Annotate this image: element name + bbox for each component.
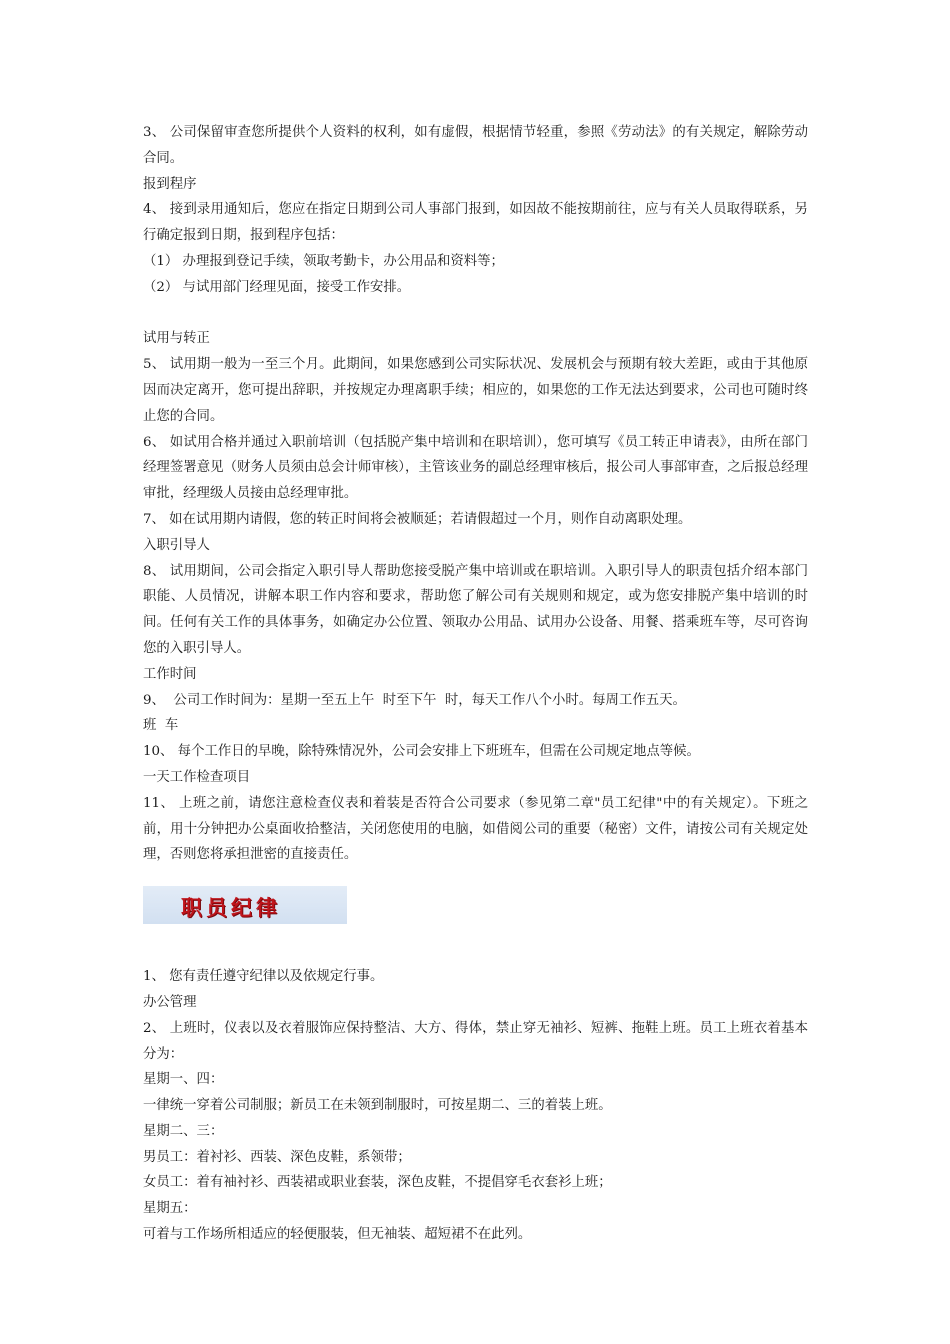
heading-working-hours: 工作时间 <box>143 666 197 682</box>
discipline-clause-2: 2、 上班时，仪表以及衣着服饰应保持整洁、大方、得体，禁止穿无袖衫、短裤、拖鞋上班。员工上班衣着基本分为： <box>143 1020 808 1062</box>
banner-graphic <box>143 886 347 924</box>
discipline-clause-1: 1、 您有责任遵守纪律以及依规定行事。 <box>143 969 384 985</box>
section-banner <box>143 886 808 924</box>
dress-tuesday-wednesday-label: 星期二、三： <box>143 1123 224 1139</box>
clause-4-step-1: （1） 办理报到登记手续，领取考勤卡，办公用品和资料等； <box>143 253 504 269</box>
dress-female-staff: 女员工：着有袖衬衫、西装裙或职业套装，深色皮鞋，不提倡穿毛衣套衫上班； <box>143 1175 612 1191</box>
clause-8: 8、 试用期间，公司会指定入职引导人帮助您接受脱产集中培训或在职培训。入职引导人的职责包括介绍本部门职能、人员情况，讲解本职工作内容和要求，帮助您了解公司有关规则和规定，或为您安排脱产集中培训的时间。任何有关工作的具体事务，如确定办公位置、领取办公用品、试用办公设备、用餐、搭乘班车等，尽可咨询您的入职引导人。 <box>143 563 808 656</box>
dress-monday-thursday-text: 一律统一穿着公司制服；新员工在未领到制服时，可按星期二、三的着装上班。 <box>143 1098 612 1114</box>
clause-4: 4、 接到录用通知后，您应在指定日期到公司人事部门报到，如因故不能按期前往，应与有关人员取得联系，另行确定报到日期，报到程序包括： <box>143 202 808 244</box>
clause-4-step-2: （2） 与试用部门经理见面，接受工作安排。 <box>143 279 411 295</box>
heading-trial-period: 试用与转正 <box>143 331 210 347</box>
heading-shuttle-bus: 班 车 <box>143 718 179 734</box>
clause-6: 6、 如试用合格并通过入职前培训（包括脱产集中培训和在职培训），您可填写《员工转正申请表》，由所在部门经理签署意见（财务人员须由总会计师审核），主管该业务的副总经理审核后，报公司人事部审查，之后报总经理审批，经理级人员接由总经理审批。 <box>143 434 808 502</box>
document-body <box>143 120 808 1248</box>
heading-report-procedure: 报到程序 <box>143 176 197 192</box>
clause-7: 7、 如在试用期内请假，您的转正时间将会被顺延；若请假超过一个月，则作自动离职处理。 <box>143 511 692 527</box>
heading-daily-checklist: 一天工作检查项目 <box>143 769 251 785</box>
heading-office-management: 办公管理 <box>143 994 197 1010</box>
spacer <box>143 301 808 327</box>
clause-11: 11、 上班之前，请您注意检查仪表和着装是否符合公司要求（参见第二章"员工纪律"中的有关规定）。下班之前，用十分钟把办公桌面收拾整洁，关闭您使用的电脑，如借阅公司的重要（秘密）文件，请按公司有关规定处理，否则您将承担泄密的直接责任。 <box>143 795 808 863</box>
heading-onboarding-guide: 入职引导人 <box>143 537 210 553</box>
dress-male-staff: 男员工：着衬衫、西装、深色皮鞋，系领带； <box>143 1149 411 1165</box>
banner-title: 职员纪律 <box>181 896 281 921</box>
dress-friday-label: 星期五： <box>143 1201 197 1217</box>
dress-friday-text: 可着与工作场所相适应的轻便服装，但无袖装、超短裙不在此列。 <box>143 1227 532 1243</box>
clause-10: 10、 每个工作日的早晚，除特殊情况外，公司会安排上下班班车，但需在公司规定地点等候。 <box>143 744 700 760</box>
clause-5: 5、 试用期一般为一至三个月。此期间，如果您感到公司实际状况、发展机会与预期有较大差距，或由于其他原因而决定离开，您可提出辞职，并按规定办理离职手续；相应的，如果您的工作无法达到要求，公司也可随时终止您的合同。 <box>143 357 808 424</box>
clause-9: 9、 公司工作时间为：星期一至五上午 时至下午 时，每天工作八个小时。每周工作五天。 <box>143 692 686 708</box>
clause-3: 3、 公司保留审查您所提供个人资料的权利，如有虚假，根据情节轻重，参照《劳动法》的有关规定，解除劳动合同。 <box>143 125 808 166</box>
dress-monday-thursday-label: 星期一、四： <box>143 1072 224 1088</box>
